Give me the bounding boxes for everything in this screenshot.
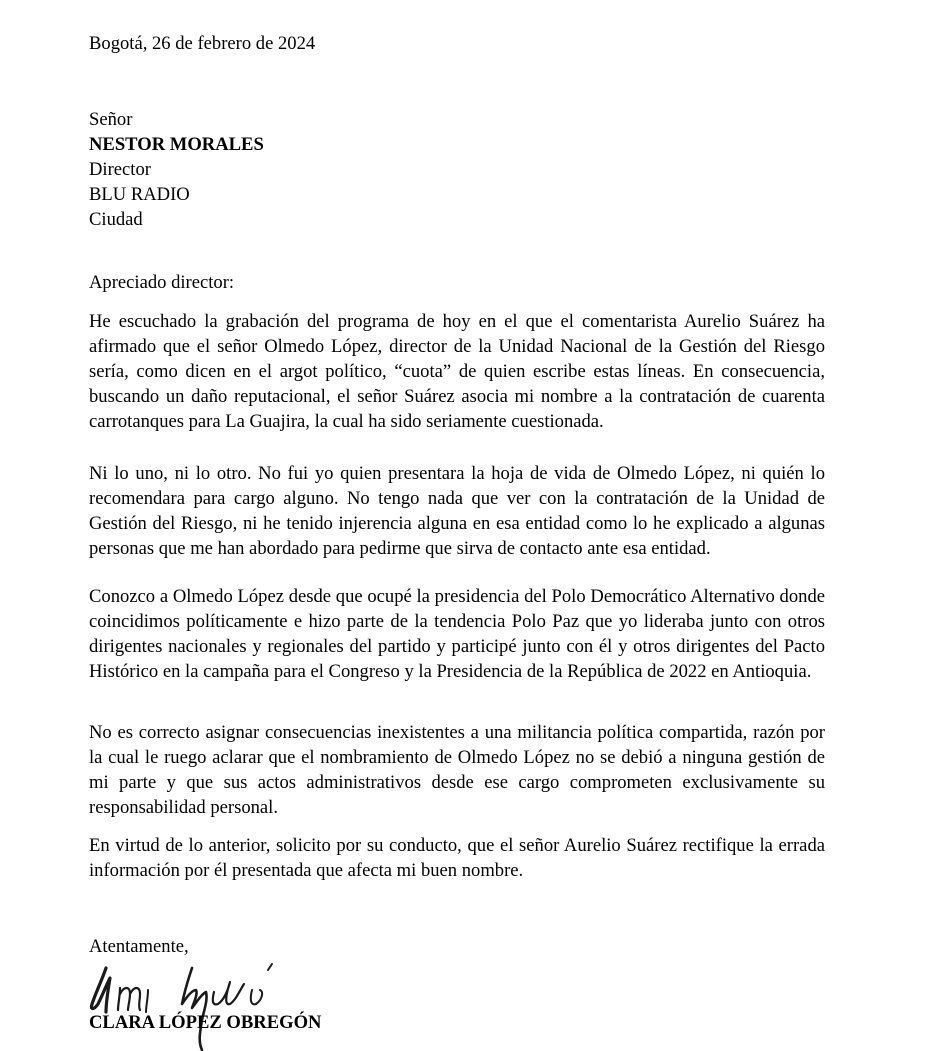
signature-icon [84,960,304,1051]
recipient-organization: BLU RADIO [89,184,190,205]
body-paragraph-5: En virtud de lo anterior, solicito por su conducto, que el señor Aurelio Suárez rectifique la errada información por él presentada que afecta mi buen nombre. [89,835,825,881]
body-paragraph-2: Ni lo uno, ni lo otro. No fui yo quien presentara la hoja de vida de Olmedo López, ni quién lo recomendara para cargo alguno. No tengo nada que ver con la contratación de la Unidad de Gestión del Riesgo, ni he tenido injerencia alguna en esa entidad como lo he explicado a algunas personas que me han abordado para pedirme que sirva de contacto ante esa entidad. [89,463,825,559]
body-paragraph-1: He escuchado la grabación del programa de hoy en el que el comentarista Aurelio Suárez ha afirmado que el señor Olmedo López, director de la Unidad Nacional de la Gestión del Riesgo sería, como dicen en el argot político, “cuota” de quien escribe estas líneas. En consecuencia, buscando un daño reputacional, el señor Suárez asocia mi nombre a la contratación de cuarenta carrotanques para La Guajira, la cual ha sido seriamente cuestionada. [89,311,825,432]
recipient-block [89,107,264,232]
body-paragraph-3: Conozco a Olmedo López desde que ocupé la presidencia del Polo Democrático Alternativo donde coincidimos políticamente e hizo parte de la tendencia Polo Paz que yo lideraba junto con otros dirigentes nacionales y regionales del partido y participé junto con él y otros dirigentes del Pacto Histórico en la campaña para el Congreso y la Presidencia de la República de 2022 en Antioquia. [89,586,825,682]
greeting: Apreciado director: [89,272,235,293]
body-paragraph-4: No es correcto asignar consecuencias inexistentes a una militancia política compartida, razón por la cual le ruego aclarar que el nombramiento de Olmedo López no se debió a ninguna gestión de mi parte y que sus actos administrativos desde ese cargo comprometen exclusivamente su responsabilidad personal. [89,722,825,818]
signer-name: CLARA LÓPEZ OBREGÓN [89,1012,322,1033]
letter-date: Bogotá, 26 de febrero de 2024 [89,33,316,54]
recipient-name: NESTOR MORALES [89,134,264,155]
closing: Atentamente, [89,936,189,957]
recipient-city: Ciudad [89,209,143,230]
recipient-salutation-line: Señor [89,109,133,130]
recipient-title: Director [89,159,151,180]
